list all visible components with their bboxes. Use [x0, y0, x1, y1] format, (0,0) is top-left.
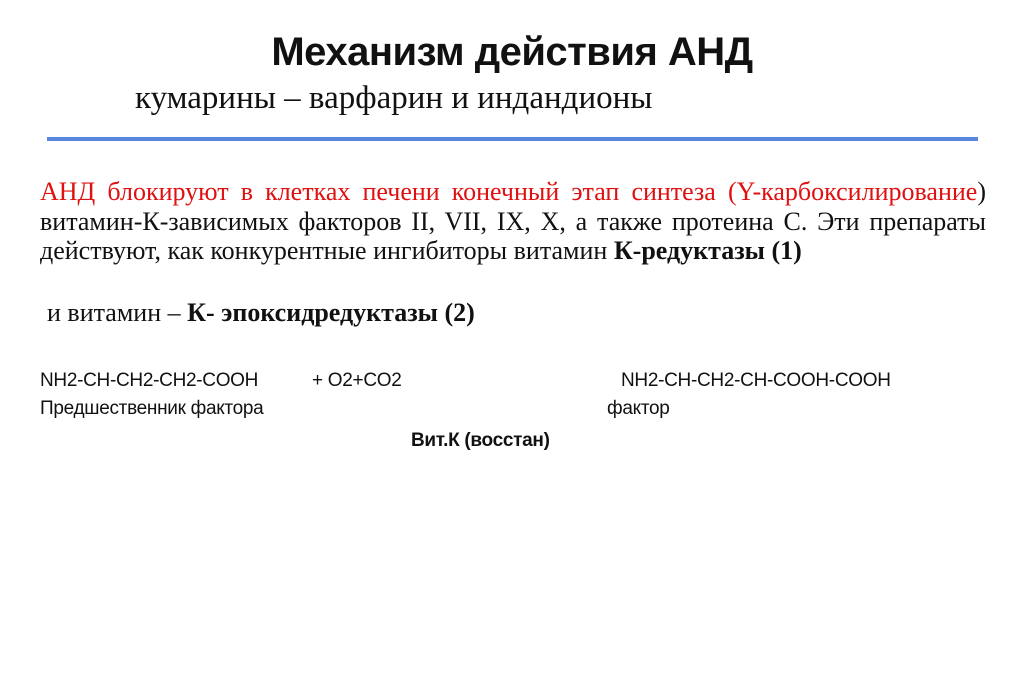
paragraph-bold-epoxide-reductase: К- эпоксидредуктазы (2) [187, 298, 475, 327]
paragraph-bold-reductase: К-редуктазы (1) [613, 236, 802, 265]
main-paragraph [40, 177, 986, 266]
paragraph-line2-prefix: и витамин – [47, 298, 188, 327]
reaction-product: NH2-CH-CH2-CH-COOH-COOH [621, 370, 891, 391]
reaction-product-label: фактор [607, 398, 670, 419]
paragraph-second-line [47, 298, 475, 328]
reaction-substrate-label: Предшественник фактора [40, 398, 264, 419]
paragraph-red-text: АНД блокируют в клетках печени конечный этап синтеза (Y-карбоксилирование [40, 177, 978, 206]
reaction-reagents: + O2+CO2 [312, 370, 402, 391]
reaction-substrate: NH2-CH-CH2-CH2-COOH [40, 370, 259, 391]
reaction-cofactor: Вит.К (восстан) [411, 430, 550, 451]
slide-subtitle: кумарины – варфарин и индандионы [135, 80, 653, 116]
divider-line [47, 137, 978, 141]
slide-title: Механизм действия АНД [271, 30, 753, 74]
paragraph-text: ) витамин-К-зависимых факторов II, VII, IX, X, а также протеина С. Эти препараты действуют, как конкурентные ингибиторы витамин [40, 177, 986, 265]
